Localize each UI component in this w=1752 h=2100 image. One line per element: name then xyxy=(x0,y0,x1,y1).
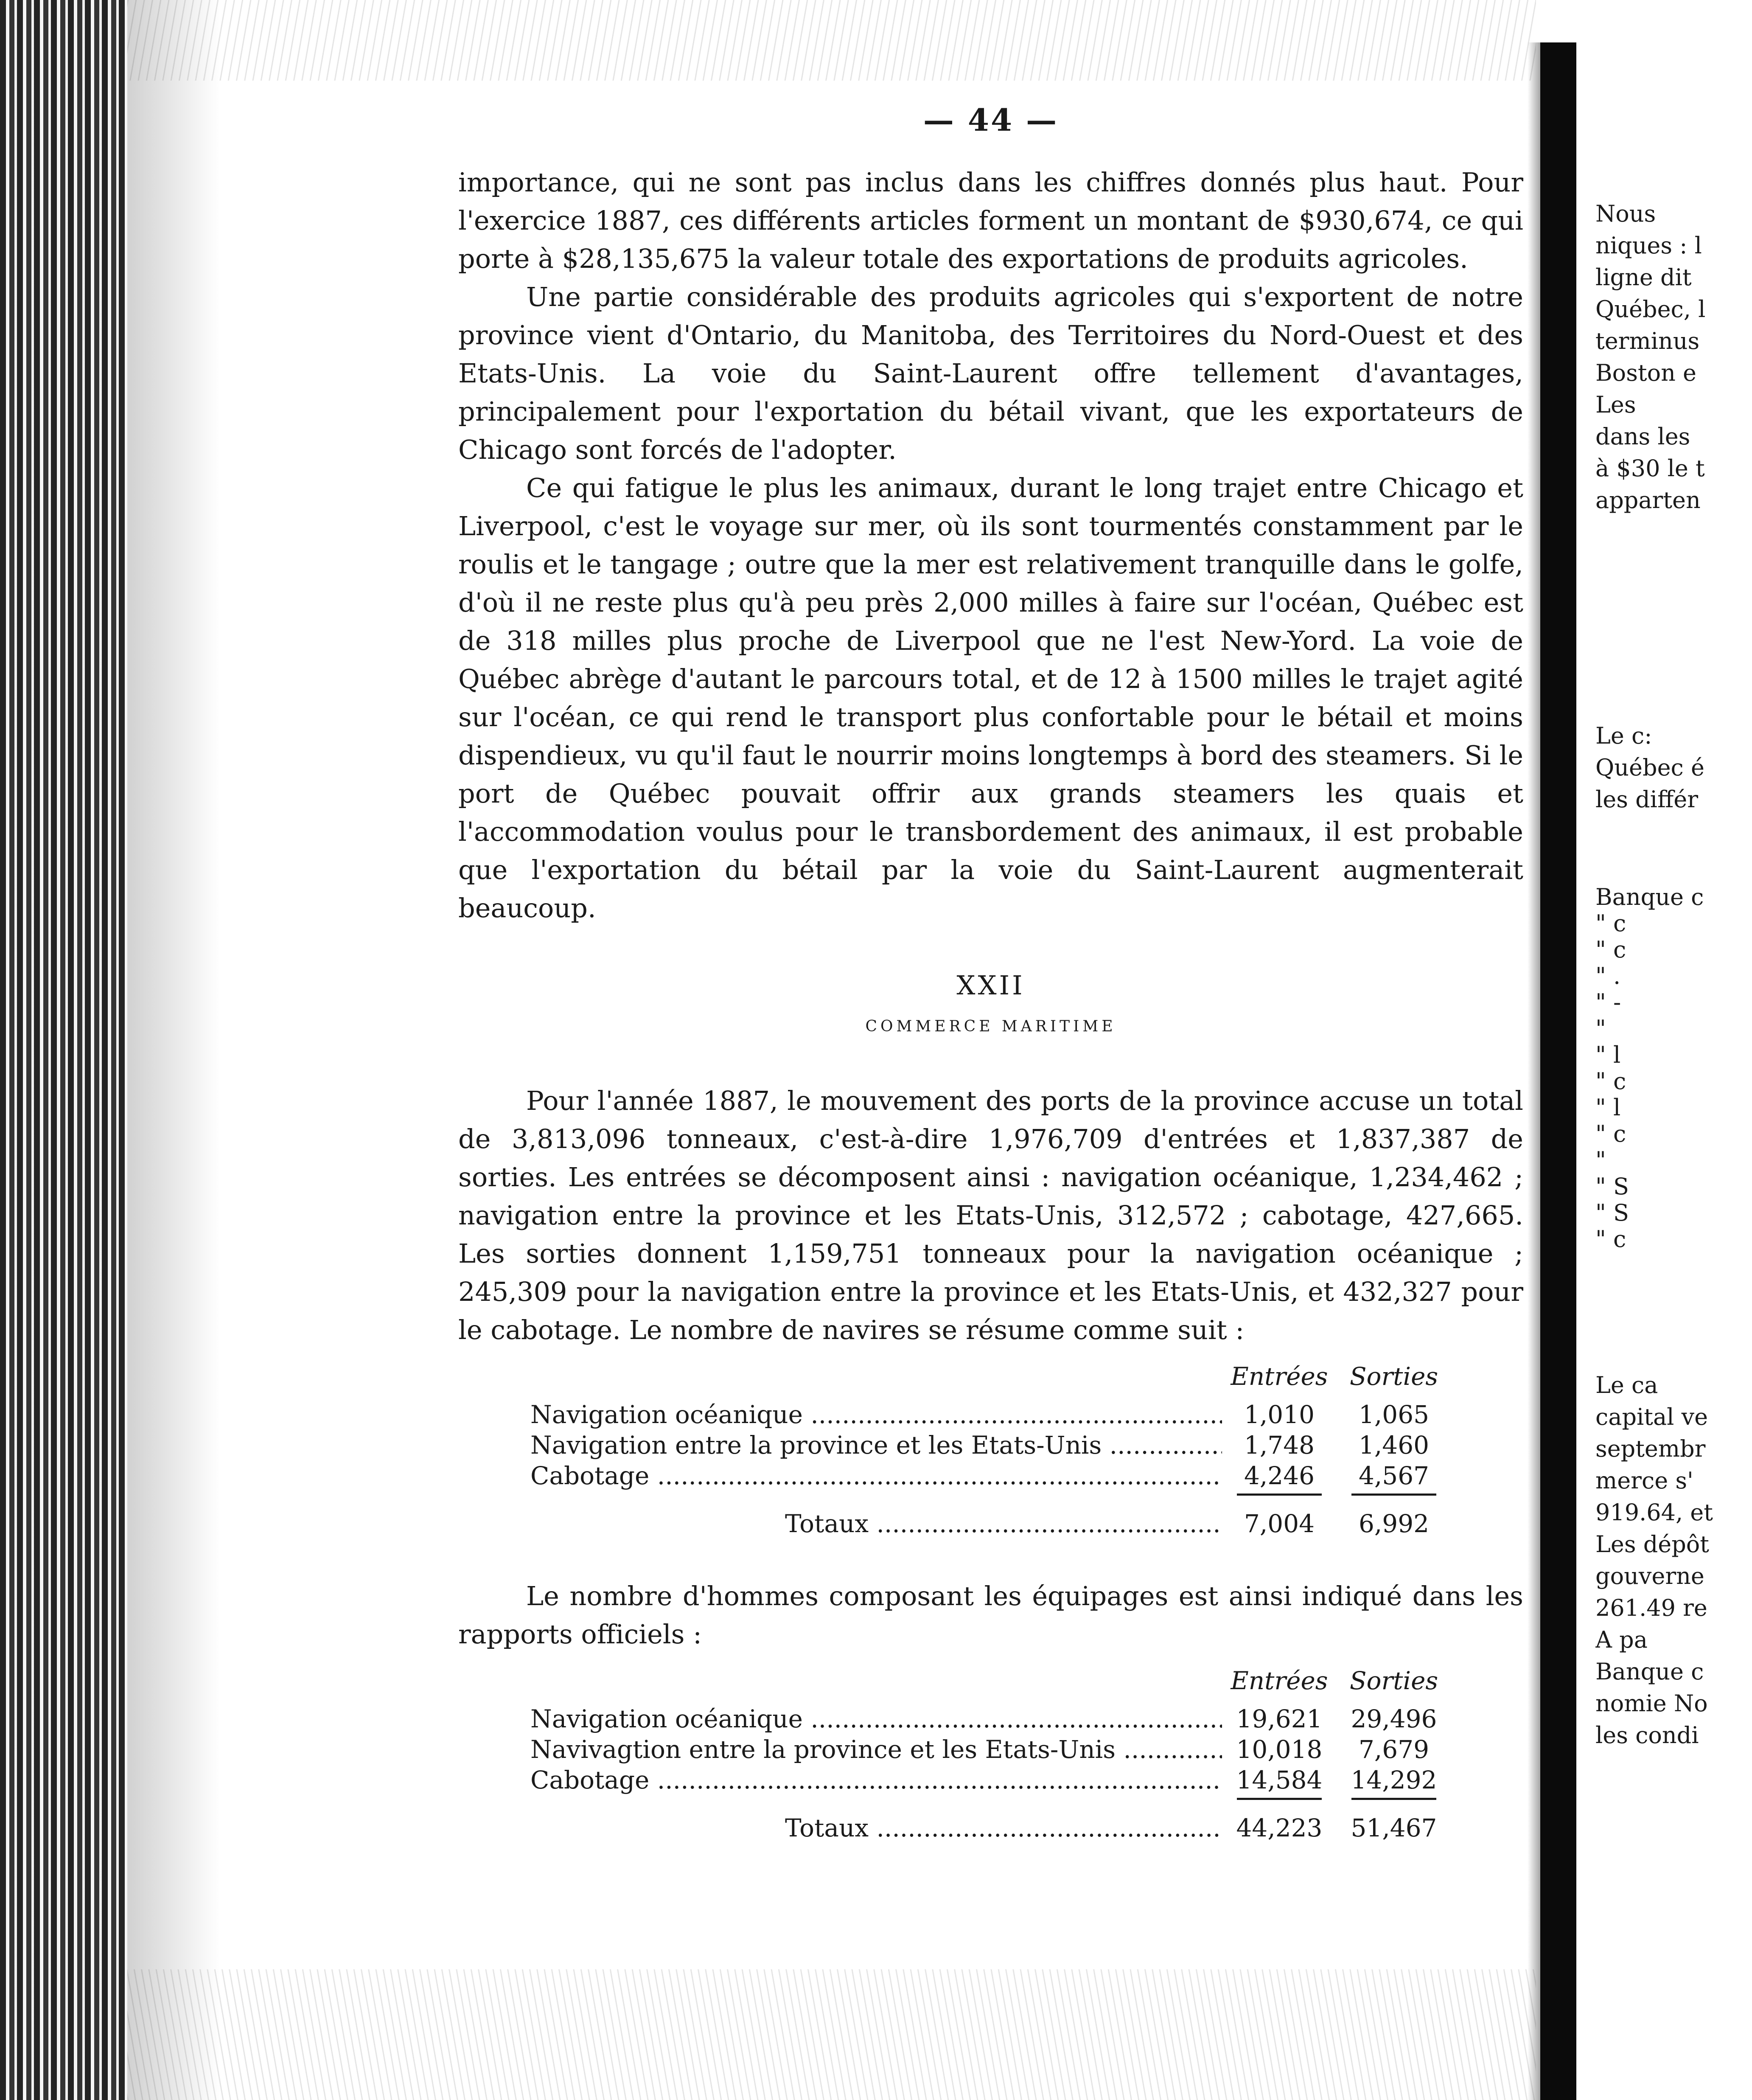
row-label: Navivagtion entre la province et les Etats-Unis ..... xyxy=(530,1734,1222,1765)
binding-shadow xyxy=(127,0,221,2100)
right-page-line: niques : l xyxy=(1595,232,1702,259)
right-page-line: " l xyxy=(1595,1094,1621,1121)
table-row xyxy=(530,1399,1451,1430)
row-exits: 1,460 xyxy=(1358,1431,1430,1460)
row-exits: 7,679 xyxy=(1358,1735,1430,1764)
row-label: Navigation entre la province et les Etats-Unis ..... xyxy=(530,1430,1222,1460)
scan-noise-bottom xyxy=(127,1969,1536,2100)
column-header-entries: Entrées xyxy=(1231,1666,1328,1695)
row-label: Cabotage ..... xyxy=(530,1765,1222,1795)
total-entries: 7,004 xyxy=(1244,1509,1315,1538)
total-entries: 44,223 xyxy=(1236,1814,1323,1842)
row-entries: 10,018 xyxy=(1236,1735,1323,1764)
row-exits: 14,292 xyxy=(1351,1766,1437,1794)
right-page-line: Les dépôt xyxy=(1595,1531,1709,1558)
paragraph-2: Une partie considérable des produits agricoles qui s'exportent de notre province vient d'Ontario, du Manitoba, des Territoires du Nord-Ouest et des Etats-Unis. La voie du Saint-Laurent offre tellement d'avantages, principalement pour l'exportation du bétail vivant, que les exportateurs de Chicago sont forcés de l'adopter. xyxy=(458,281,1523,465)
right-page-line: " c xyxy=(1595,1226,1626,1252)
row-entries: 1,010 xyxy=(1244,1400,1315,1429)
table-row xyxy=(530,1430,1451,1460)
crews-table-header xyxy=(458,1666,1451,1695)
right-page-line: " xyxy=(1595,1015,1606,1042)
ships-table-header xyxy=(458,1362,1451,1391)
total-label: Totaux ..... xyxy=(785,1813,1222,1843)
right-page-line: 261.49 re xyxy=(1595,1595,1707,1621)
right-page-line: A pa xyxy=(1595,1626,1648,1653)
page-gutter-shadow xyxy=(1528,42,1540,2100)
right-page-line: Québec é xyxy=(1595,754,1704,781)
book-binding xyxy=(0,0,127,2100)
table-row xyxy=(530,1704,1451,1734)
right-page-line: Québec, l xyxy=(1595,296,1706,323)
right-page-line: " xyxy=(1595,1147,1606,1174)
right-page-line: " c xyxy=(1595,1068,1626,1095)
column-header-exits: Sorties xyxy=(1349,1362,1438,1391)
right-page-line: Boston e xyxy=(1595,359,1697,386)
scan-noise-top xyxy=(127,0,1536,81)
right-page-line: septembr xyxy=(1595,1435,1706,1462)
paragraph-4: Pour l'année 1887, le mouvement des ports de la province accuse un total de 3,813,096 tonneaux, c'est-à-dire 1,976,709 d'entrées et 1,837,387 de sorties. Les entrées se décomposent ainsi : navigation océanique, 1,234,462 ; navigation entre la province et les Etats-Unis, 312,572 ; cabotage, 427,665. Les sorties donnent 1,159,751 tonneaux pour la navigation océanique ; 245,309 pour la navigation entre la province et les Etats-Unis, et 432,327 pour le cabotage. Le nombre de navires se résume comme suit : xyxy=(458,1085,1523,1345)
row-label: Navigation océanique ..... xyxy=(530,1704,1222,1734)
column-header-entries: Entrées xyxy=(1231,1362,1328,1391)
right-page-line: Les xyxy=(1595,391,1636,418)
row-label: Navigation océanique ..... xyxy=(530,1399,1222,1430)
total-row xyxy=(785,1508,1451,1539)
ships-table xyxy=(458,1362,1523,1539)
paragraph-3: Ce qui fatigue le plus les animaux, durant le long trajet entre Chicago et Liverpool, c'est le voyage sur mer, où ils sont tourmentés constamment par le roulis et le tangage ; outre que la mer est relativement tranquille dans le golfe, d'où il ne reste plus qu'à peu près 2,000 milles à faire sur l'océan, Québec est de 318 milles plus proche de Liverpool que ne l'est New-Yord. La voie de Québec abrège d'autant le parcours total, et de 12 à 1500 milles le trajet agité sur l'océan, ce qui rend le transport plus confortable pour le bétail et moins dispendieux, vu qu'il faut le nourrir moins longtemps à bord des steamers. Si le port de Québec pouvait offrir aux grands steamers les quais et l'accommodation voulus pour le transbordement des animaux, il est probable que l'exportation du bétail par la voie du Saint-Laurent augmenterait beaucoup. xyxy=(458,472,1523,924)
section-number: XXII xyxy=(956,970,1025,1001)
right-page-line: Banque c xyxy=(1595,1658,1704,1685)
row-entries: 14,584 xyxy=(1236,1766,1323,1794)
column-header-exits: Sorties xyxy=(1349,1666,1438,1695)
right-page-line: merce s' xyxy=(1595,1467,1693,1494)
right-page-line: " c xyxy=(1595,1120,1626,1147)
right-page-line: terminus xyxy=(1595,328,1700,354)
table-row xyxy=(530,1460,1451,1491)
row-entries: 4,246 xyxy=(1244,1461,1315,1490)
total-row xyxy=(785,1813,1451,1843)
total-label: Totaux ..... xyxy=(785,1508,1222,1539)
crews-table xyxy=(458,1666,1523,1843)
total-exits: 51,467 xyxy=(1351,1814,1437,1842)
row-exits: 29,496 xyxy=(1351,1704,1437,1733)
right-page-line: dans les xyxy=(1595,423,1690,450)
right-page-line: les différ xyxy=(1595,786,1699,813)
right-page-line: Nous xyxy=(1595,200,1656,227)
right-page-line: Banque c xyxy=(1595,884,1704,910)
right-page-line: gouverne xyxy=(1595,1563,1704,1589)
right-page-line: à $30 le t xyxy=(1595,455,1705,482)
page-number: — 44 — xyxy=(923,102,1059,138)
right-page-line: " c xyxy=(1595,936,1626,963)
right-page-line: " S xyxy=(1595,1173,1629,1200)
right-page-line: Le ca xyxy=(1595,1372,1658,1398)
right-page-line: capital ve xyxy=(1595,1404,1708,1430)
row-entries: 1,748 xyxy=(1244,1431,1315,1460)
right-page-line: 919.64, et xyxy=(1595,1499,1713,1526)
total-exits: 6,992 xyxy=(1358,1509,1430,1538)
right-page-line: ligne dit xyxy=(1595,264,1692,291)
main-page xyxy=(458,102,1523,1881)
row-label: Cabotage ..... xyxy=(530,1460,1222,1491)
row-exits: 1,065 xyxy=(1358,1400,1430,1429)
right-page-line: " - xyxy=(1595,989,1621,1016)
page-gutter xyxy=(1540,42,1576,2100)
right-page-line: Le c: xyxy=(1595,722,1652,749)
table-row xyxy=(530,1734,1451,1765)
row-exits: 4,567 xyxy=(1358,1461,1430,1490)
total-rule xyxy=(458,1798,1451,1800)
right-page-line: nomie No xyxy=(1595,1690,1708,1717)
right-page-line: " S xyxy=(1595,1199,1629,1226)
right-page-line: apparten xyxy=(1595,487,1701,514)
total-rule xyxy=(458,1494,1451,1496)
right-page-line: " l xyxy=(1595,1042,1621,1068)
paragraph-5: Le nombre d'hommes composant les équipages est ainsi indiqué dans les rapports officiels : xyxy=(458,1581,1523,1650)
right-page-line: " . xyxy=(1595,963,1621,989)
right-page-line: " c xyxy=(1595,910,1626,937)
row-entries: 19,621 xyxy=(1236,1704,1323,1733)
section-title: COMMERCE MARITIME xyxy=(865,1018,1116,1035)
table-row xyxy=(530,1765,1451,1795)
paragraph-1: importance, qui ne sont pas inclus dans les chiffres donnés plus haut. Pour l'exercice 1887, ces différents articles forment un montant de $930,674, ce qui porte à $28,135,675 la valeur totale des exportations de produits agricoles. xyxy=(458,167,1523,274)
right-page-line: les condi xyxy=(1595,1722,1699,1749)
